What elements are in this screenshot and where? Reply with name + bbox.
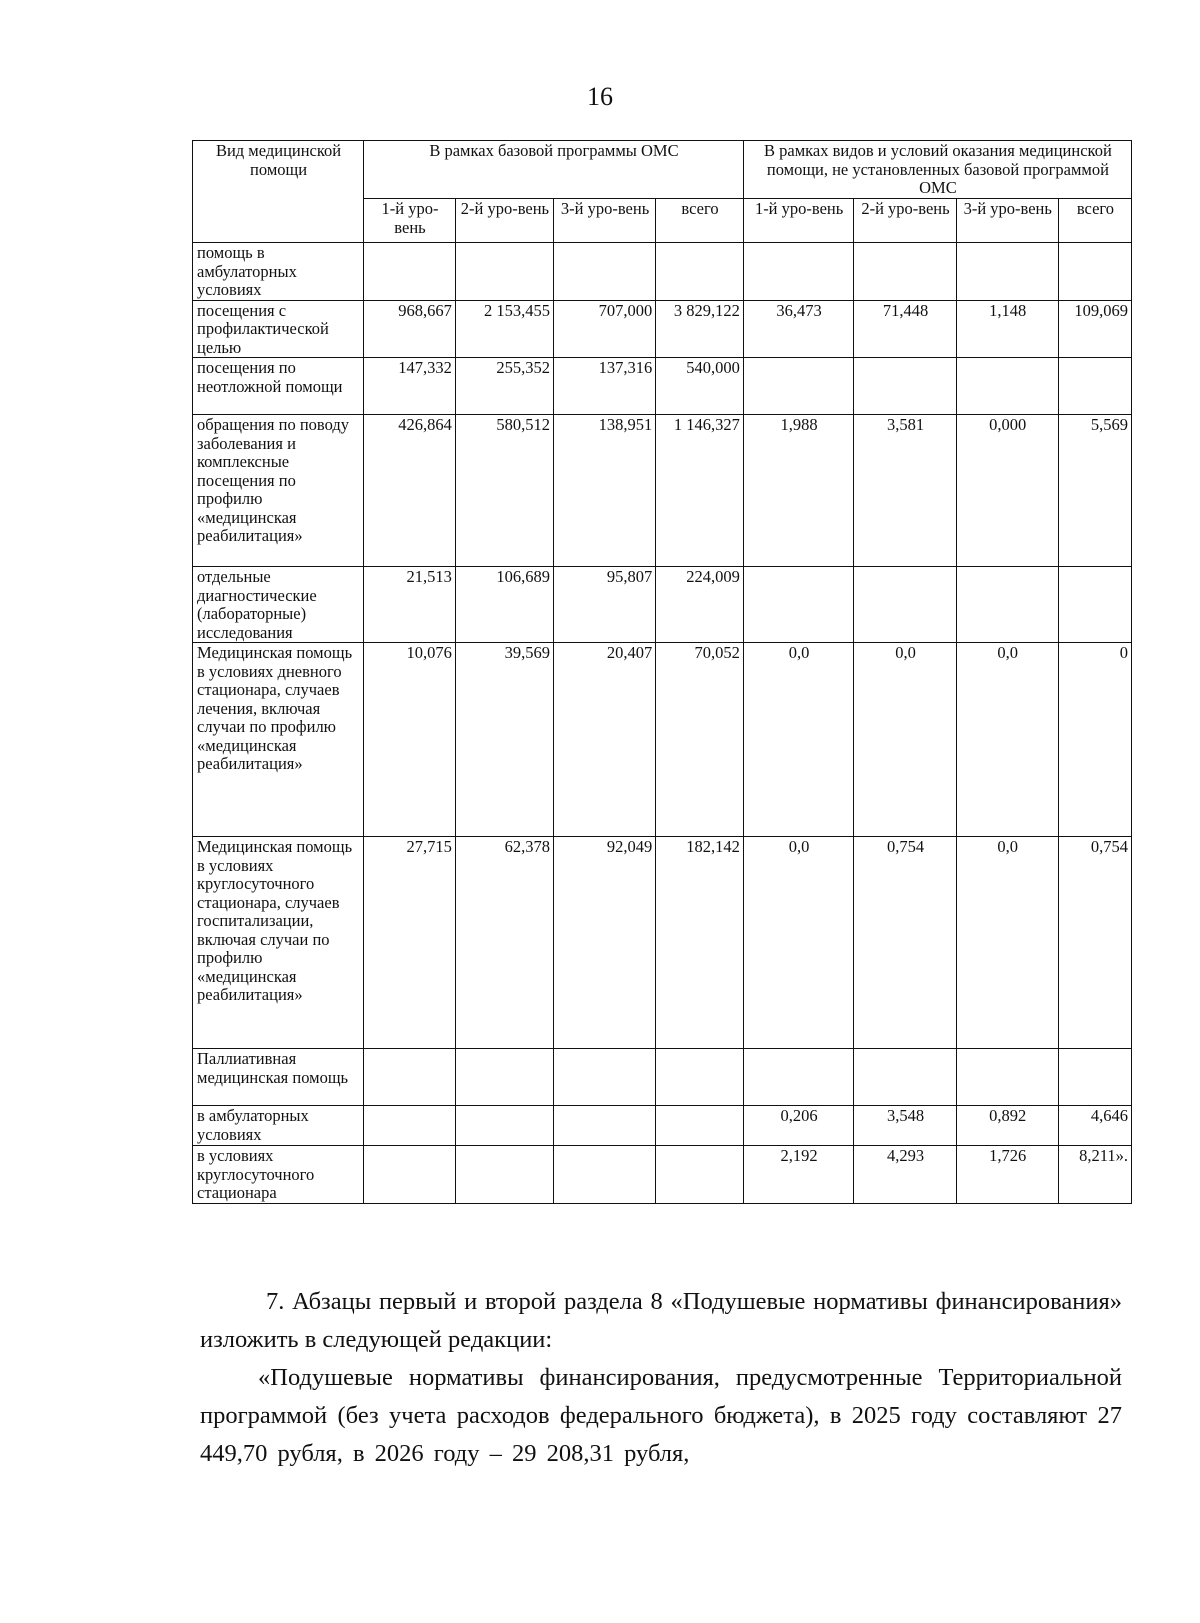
table-cell — [656, 243, 744, 301]
table-cell: 62,378 — [455, 837, 553, 1049]
table-cell — [364, 1049, 456, 1106]
header-group-base: В рамках базовой программы ОМС — [364, 141, 744, 199]
table-cell: 106,689 — [455, 567, 553, 643]
subheader: всего — [1058, 199, 1131, 243]
table-cell: 0,0 — [956, 643, 1058, 837]
table-cell — [656, 1049, 744, 1106]
table-cell: 1,726 — [956, 1146, 1058, 1204]
table-row — [193, 300, 1132, 358]
table-cell — [656, 1146, 744, 1204]
table-cell: 580,512 — [455, 415, 553, 567]
table-cell — [854, 358, 956, 415]
table-cell — [854, 243, 956, 301]
table-cell — [455, 1106, 553, 1146]
table-cell: 147,332 — [364, 358, 456, 415]
table-cell — [743, 243, 854, 301]
row-label: Медицинская помощь в условиях дневного стационара, случаев лечения, включая случаи по профилю «медицинская реабилитация» — [193, 643, 364, 837]
table-cell — [1058, 567, 1131, 643]
table-cell — [553, 1146, 655, 1204]
page-number: 16 — [587, 82, 613, 111]
subheader: 2-й уро-вень — [455, 199, 553, 243]
table-cell: 0,754 — [1058, 837, 1131, 1049]
paragraph-amendment: 7. Абзацы первый и второй раздела 8 «Подушевые нормативы финансирования» изложить в следующей редакции: — [200, 1288, 1122, 1353]
subheader: 1-й уро-вень — [743, 199, 854, 243]
table-row — [193, 358, 1132, 415]
table-cell: 2 153,455 — [455, 300, 553, 358]
table-row — [193, 243, 1132, 301]
table-cell: 20,407 — [553, 643, 655, 837]
table-cell — [455, 1049, 553, 1106]
table-cell — [1058, 358, 1131, 415]
table-cell: 21,513 — [364, 567, 456, 643]
table-cell: 0,0 — [956, 837, 1058, 1049]
table-cell: 0,000 — [956, 415, 1058, 567]
table-cell — [956, 358, 1058, 415]
table-cell: 0,0 — [854, 643, 956, 837]
table-cell: 0 — [1058, 643, 1131, 837]
table-row — [193, 1106, 1132, 1146]
table-cell: 95,807 — [553, 567, 655, 643]
subheader: 1-й уро-вень — [364, 199, 456, 243]
table-cell — [455, 1146, 553, 1204]
table-cell: 137,316 — [553, 358, 655, 415]
table-cell — [656, 1106, 744, 1146]
table-cell — [854, 1049, 956, 1106]
table-row — [193, 567, 1132, 643]
row-label: помощь в амбулаторных условиях — [193, 243, 364, 301]
row-label: посещения по неотложной помощи — [193, 358, 364, 415]
table-cell — [956, 567, 1058, 643]
row-label: посещения с профилактической целью — [193, 300, 364, 358]
table-cell: 255,352 — [455, 358, 553, 415]
subheader: всего — [656, 199, 744, 243]
table-cell: 426,864 — [364, 415, 456, 567]
table-cell: 70,052 — [656, 643, 744, 837]
table-cell: 4,646 — [1058, 1106, 1131, 1146]
table-cell: 224,009 — [656, 567, 744, 643]
table-cell: 5,569 — [1058, 415, 1131, 567]
table-cell: 2,192 — [743, 1146, 854, 1204]
table-cell: 707,000 — [553, 300, 655, 358]
table-cell — [553, 243, 655, 301]
table-cell — [743, 1049, 854, 1106]
table-cell — [455, 243, 553, 301]
row-label: Паллиативная медицинская помощь — [193, 1049, 364, 1106]
table-cell: 138,951 — [553, 415, 655, 567]
table-row — [193, 415, 1132, 567]
row-label: отдельные диагностические (лабораторные) исследования — [193, 567, 364, 643]
table-cell: 0,0 — [743, 643, 854, 837]
table-row — [193, 1049, 1132, 1106]
table-cell: 0,206 — [743, 1106, 854, 1146]
table-cell: 0,754 — [854, 837, 956, 1049]
row-label: в условиях круглосуточного стационара — [193, 1146, 364, 1204]
table-cell — [553, 1106, 655, 1146]
table-cell — [956, 1049, 1058, 1106]
table-cell: 1 146,327 — [656, 415, 744, 567]
table-cell: 0,892 — [956, 1106, 1058, 1146]
table-cell: 8,211». — [1058, 1146, 1131, 1204]
table-cell: 182,142 — [656, 837, 744, 1049]
data-table — [192, 140, 1132, 1204]
subheader: 3-й уро-вень — [956, 199, 1058, 243]
table-row — [193, 643, 1132, 837]
table-row — [193, 837, 1132, 1049]
row-label: в амбулаторных условиях — [193, 1106, 364, 1146]
subheader: 2-й уро-вень — [854, 199, 956, 243]
table-cell: 968,667 — [364, 300, 456, 358]
table-cell: 39,569 — [455, 643, 553, 837]
table-cell — [956, 243, 1058, 301]
table-cell: 27,715 — [364, 837, 456, 1049]
paragraph-quoted-text: «Подушевые нормативы финансирования, предусмотренные Территориальной программой (без учета расходов федерального бюджета), в 2025 году составляют 27 449,70 рубля, в 2026 году – 29 208,31 рубля, — [200, 1364, 1122, 1467]
table-cell — [553, 1049, 655, 1106]
table-cell — [364, 1106, 456, 1146]
table-cell: 36,473 — [743, 300, 854, 358]
table-cell — [743, 567, 854, 643]
table-cell: 0,0 — [743, 837, 854, 1049]
table-cell: 3,581 — [854, 415, 956, 567]
table-cell: 92,049 — [553, 837, 655, 1049]
table-cell — [1058, 243, 1131, 301]
table-cell: 4,293 — [854, 1146, 956, 1204]
subheader: 3-й уро-вень — [553, 199, 655, 243]
table-cell — [854, 567, 956, 643]
header-group-extra: В рамках видов и условий оказания медицинской помощи, не установленных базовой программой ОМС — [743, 141, 1131, 199]
row-label: Медицинская помощь в условиях круглосуточного стационара, случаев госпитализации, включая случаи по профилю «медицинская реабилитация» — [193, 837, 364, 1049]
table-cell — [364, 243, 456, 301]
table-cell: 3,548 — [854, 1106, 956, 1146]
table-cell: 1,148 — [956, 300, 1058, 358]
table-row — [193, 1146, 1132, 1204]
table-cell: 3 829,122 — [656, 300, 744, 358]
table-cell — [364, 1146, 456, 1204]
table-cell — [1058, 1049, 1131, 1106]
table-cell: 540,000 — [656, 358, 744, 415]
table-cell: 1,988 — [743, 415, 854, 567]
table-cell — [743, 358, 854, 415]
row-label: обращения по поводу заболевания и комплексные посещения по профилю «медицинская реабилитация» — [193, 415, 364, 567]
table-cell: 109,069 — [1058, 300, 1131, 358]
table-cell: 71,448 — [854, 300, 956, 358]
header-type: Вид медицинской помощи — [193, 141, 364, 243]
table-cell: 10,076 — [364, 643, 456, 837]
